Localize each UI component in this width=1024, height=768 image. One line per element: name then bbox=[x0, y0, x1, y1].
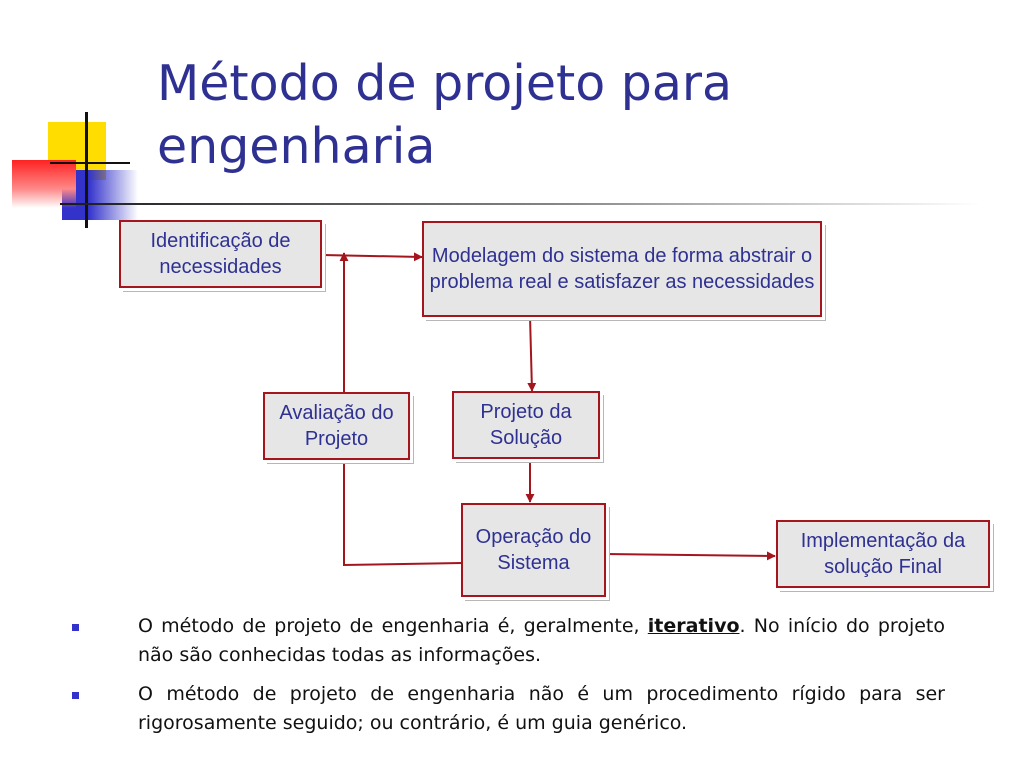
bullet-1-text: O método de projeto de engenharia é, geralmente, bbox=[138, 615, 648, 637]
node-implementacao bbox=[776, 520, 990, 588]
node-identificacao-label: Identificação de necessidades bbox=[150, 230, 291, 278]
arrow-identificacao-to-modelagem bbox=[322, 255, 422, 257]
square-bullet-icon bbox=[72, 624, 79, 631]
arrow-modelagem-to-projeto bbox=[530, 316, 532, 391]
arrow-operacao-to-implementacao bbox=[605, 554, 775, 556]
node-operacao bbox=[461, 503, 606, 597]
node-projeto-label: Projeto da Solução bbox=[480, 401, 572, 449]
bullet-1-text-end: . No início do projeto não são conhecidas todas as informações. bbox=[138, 615, 945, 666]
node-operacao-label: Operação do Sistema bbox=[475, 526, 592, 574]
node-implementacao-label: Implementação da solução Final bbox=[800, 530, 966, 578]
node-modelagem-label: Modelagem do sistema de forma abstrair o problema real e satisfazer as necessidades bbox=[429, 245, 815, 293]
bullet-1-emphasis: iterativo bbox=[647, 615, 740, 637]
node-identificacao bbox=[119, 220, 322, 288]
bullet-2-text: O método de projeto de engenharia não é um procedimento rígido para ser rigorosamente seguido; ou contrário, é um guia genérico. bbox=[138, 683, 945, 734]
slide-title: Método de projeto para engenharia bbox=[157, 55, 733, 175]
bullet-item bbox=[70, 612, 945, 670]
square-bullet-icon bbox=[72, 692, 79, 699]
bullet-item bbox=[70, 680, 945, 738]
arrow-operacao-to-avaliacao bbox=[344, 459, 462, 565]
node-avaliacao bbox=[263, 392, 410, 460]
node-avaliacao-label: Avaliação do Projeto bbox=[279, 402, 394, 450]
node-projeto bbox=[452, 391, 600, 459]
node-modelagem bbox=[422, 221, 822, 317]
bullet-list bbox=[70, 612, 945, 748]
